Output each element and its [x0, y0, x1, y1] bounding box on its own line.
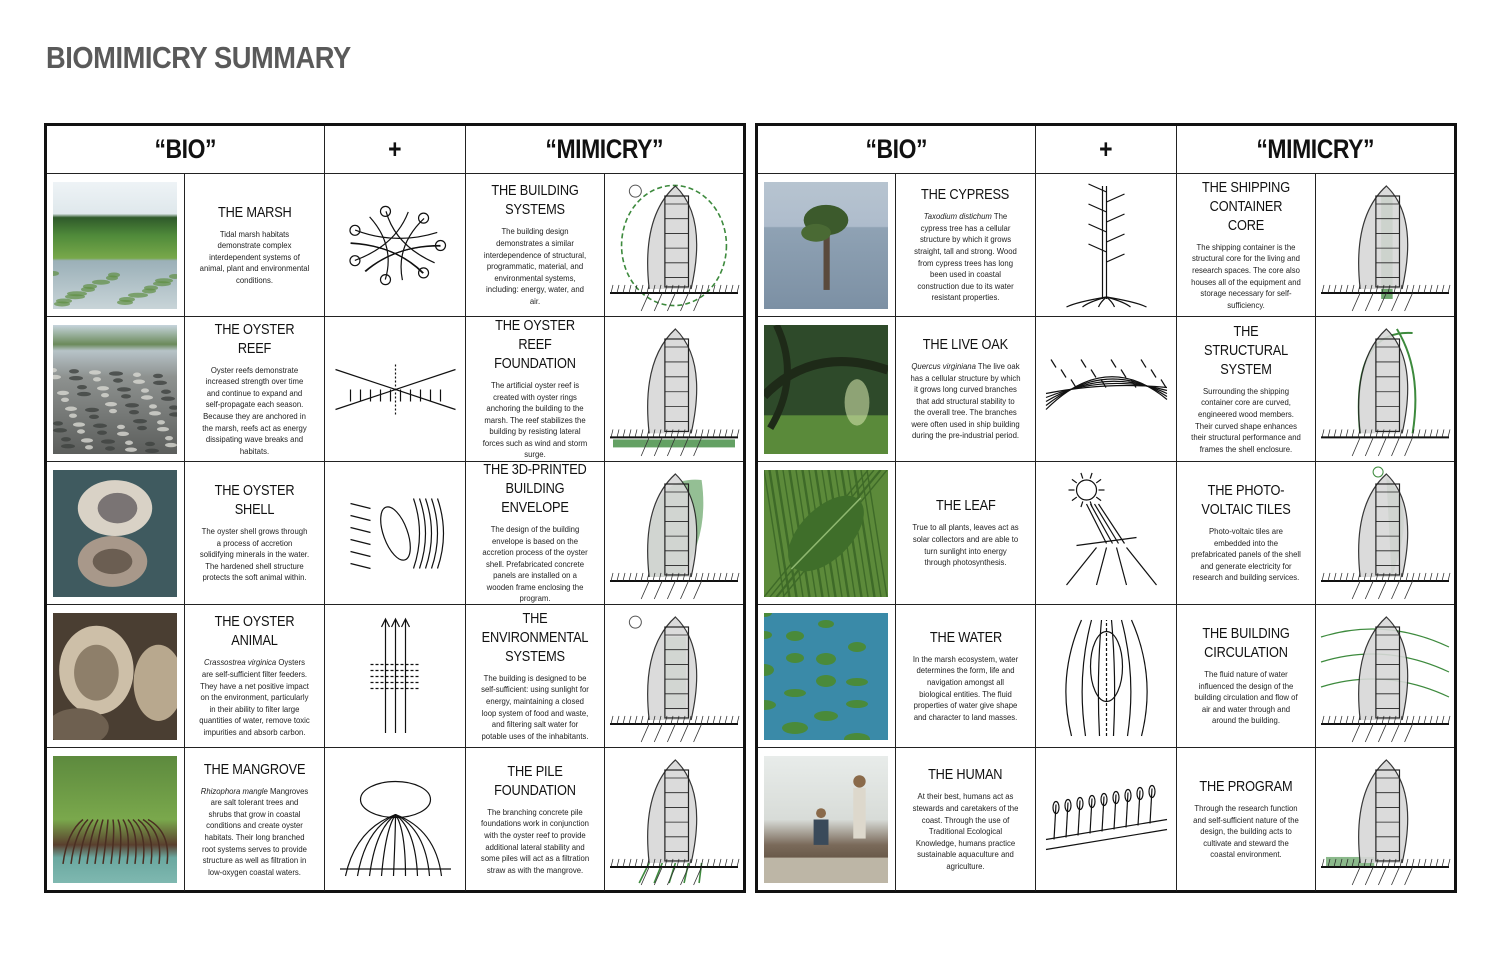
header-mimicry	[466, 126, 743, 174]
bio-text: In the marsh ecosystem, water determines the form, life and navigation amongst all biological entities. The fluid properties of water give shape and character to land masses.	[912, 653, 1019, 722]
header-mimicry-label: “MIMICRY”	[545, 134, 664, 164]
live-oak-sketch	[1036, 317, 1177, 461]
bio-description	[199, 365, 310, 458]
marsh-sketch	[325, 174, 466, 316]
header-bio	[758, 126, 1036, 174]
bio-text: The cypress tree has a cellular structure by which it grows straight, tall and strong. Wood from cypress trees has long been used in coastal construction due to its water resistant properties.	[914, 211, 1017, 303]
scientific-name: Quercus virginiana	[911, 360, 976, 371]
mimicry-text: The shipping container is the structural core for the living and research spaces. The core also houses all of the equipment and storage necessary for self-sufficiency.	[1191, 241, 1301, 310]
marsh-photo	[53, 182, 177, 309]
table-row	[47, 317, 743, 462]
mimicry-title: THE ENVIRONMENTAL SYSTEMS	[481, 610, 589, 665]
bio-text: At their best, humans act as stewards and caretakers of the coast. Through the use of Traditional Ecological Knowledge, humans practice sustainable aquaculture and agriculture.	[912, 791, 1019, 871]
oyster-shell-sketch	[325, 462, 466, 604]
mimicry-text: Surrounding the shipping container core are curved, engineered wood members. Their curved shape enhances their structural performance and frames the shell enclosure.	[1191, 385, 1301, 454]
table-row	[47, 748, 743, 891]
mimicry-text: The fluid nature of water influenced the design of the building circulation and flow of air and water through and around the building.	[1194, 669, 1298, 726]
header-bio-label: “BIO”	[154, 134, 217, 164]
bio-description	[199, 786, 310, 879]
oyster-animal-photo	[53, 613, 177, 740]
cypress-sketch	[1036, 174, 1177, 316]
header-plus	[325, 126, 466, 174]
oyster-reef-building-diagram	[605, 317, 743, 461]
bio-description	[910, 791, 1021, 872]
cypress-photo	[764, 182, 888, 309]
scientific-name: Crassostrea virginica	[203, 657, 277, 668]
header-plus	[1036, 126, 1177, 174]
mimicry-text: The design of the building envelope is based on the accretion process of the oyster shell. Prefabricated concrete panels are installed on a wooden frame enclosing the program.	[482, 523, 588, 604]
table-row	[758, 462, 1454, 605]
bio-text: Oyster reefs demonstrate increased strength over time and continue to expand and self-propagate each season. Because they are anchored in the marsh, reefs act as energy dissipating wave breaks and habitats.	[202, 364, 307, 456]
live-oak-photo	[764, 325, 888, 454]
mimicry-text: The building design demonstrates a similar interdependence of structural, programmatic, material, and environmental systems, including: energy, water, and air.	[483, 226, 587, 306]
bio-text: True to all plants, leaves act as solar collectors and are able to turn sunlight into energy through photosynthesis.	[912, 522, 1019, 568]
mimicry-title: THE BUILDING SYSTEMS	[491, 183, 579, 219]
bio-description	[910, 654, 1021, 724]
bio-title: THE OYSTER SHELL	[214, 483, 295, 519]
oyster-reef-sketch	[325, 317, 466, 461]
bio-text: Oysters are self-sufficient filter feeders. They have a net positive impact on the environment, particularly in their ability to filter large quantities of water, remove toxic impurities and absorb carbon.	[199, 657, 310, 737]
oyster-animal-sketch	[325, 605, 466, 747]
mimicry-title: THE PHOTO-VOLTAIC TILES	[1201, 483, 1291, 519]
header-mimicry	[1177, 126, 1454, 174]
bio-text: Mangroves are salt tolerant trees and shrubs that grow in coastal conditions and create oyster habitats. Their long branched root systems serves to provide structure as well as filtration in low-oxygen coastal waters.	[202, 785, 309, 877]
oyster-animal-building-diagram	[605, 605, 743, 747]
live-oak-building-diagram	[1316, 317, 1454, 461]
bio-title: THE MANGROVE	[203, 761, 306, 778]
bio-title: THE LIVE OAK	[922, 336, 1009, 353]
mimicry-title: THE OYSTER REEF FOUNDATION	[494, 317, 576, 372]
header-bio-label: “BIO”	[865, 134, 928, 164]
bio-description	[199, 657, 310, 738]
leaf-building-diagram	[1316, 462, 1454, 604]
bio-title: THE WATER	[929, 629, 1002, 646]
mangrove-building-diagram	[605, 748, 743, 891]
bio-description	[199, 526, 310, 584]
bio-text: Tidal marsh habitats demonstrate complex interdependent systems of animal, plant and environmental conditions.	[199, 228, 310, 285]
header-bio	[47, 126, 325, 174]
left-table	[44, 123, 746, 893]
bio-title: THE OYSTER ANIMAL	[214, 614, 295, 650]
mimicry-text: The artificial oyster reef is created with oyster rings anchoring the building to the marsh. The reef stabilizes the building by resisting lateral forces such as wind and storm surge.	[482, 379, 588, 460]
mangrove-photo	[53, 756, 177, 883]
oyster-shell-photo	[53, 470, 177, 597]
human-photo	[764, 756, 888, 883]
table-row	[758, 317, 1454, 462]
leaf-photo	[764, 470, 888, 597]
mimicry-title: THE PROGRAM	[1199, 779, 1293, 796]
header-plus-label: +	[388, 134, 402, 164]
right-table	[755, 123, 1457, 893]
scientific-name: Taxodium distichum	[923, 211, 992, 222]
water-photo	[764, 613, 888, 740]
page-title: BIOMIMICRY SUMMARY	[46, 40, 351, 75]
oyster-shell-building-diagram	[605, 462, 743, 604]
bio-title: THE OYSTER REEF	[214, 321, 295, 357]
human-building-diagram	[1316, 748, 1454, 891]
header-mimicry-label: “MIMICRY”	[1256, 134, 1375, 164]
mimicry-title: THE SHIPPING CONTAINER CORE	[1202, 179, 1290, 234]
bio-description	[910, 211, 1021, 304]
mimicry-title: THE BUILDING CIRCULATION	[1202, 626, 1290, 662]
table-row	[758, 748, 1454, 891]
mimicry-text: The building is designed to be self-sufficient: using sunlight for energy, maintaining a closed loop system of food and waste, and filtering salt water for potable uses of the inhabitants.	[481, 672, 589, 741]
mimicry-title: THE 3D-PRINTED BUILDING ENVELOPE	[483, 462, 587, 516]
header-plus-label: +	[1099, 134, 1113, 164]
water-building-diagram	[1316, 605, 1454, 747]
oyster-reef-photo	[53, 325, 177, 454]
leaf-sketch	[1036, 462, 1177, 604]
marsh-building-diagram	[605, 174, 743, 316]
table-row	[47, 174, 743, 317]
bio-description	[910, 361, 1021, 442]
bio-title: THE HUMAN	[928, 767, 1003, 784]
bio-title: THE CYPRESS	[921, 187, 1010, 204]
table-row	[758, 605, 1454, 748]
table-row	[47, 605, 743, 748]
water-sketch	[1036, 605, 1177, 747]
bio-title: THE LEAF	[935, 498, 996, 515]
mangrove-sketch	[325, 748, 466, 891]
scientific-name: Rhizophora mangle	[200, 785, 268, 796]
bio-description	[199, 229, 310, 287]
mimicry-text: The branching concrete pile foundations work in conjunction with the oyster reef to provide additional lateral stability and some piles will act as a filtration straw as with the mangrove.	[480, 806, 590, 875]
table-row	[47, 462, 743, 605]
mimicry-title: THE STRUCTURAL SYSTEM	[1203, 323, 1289, 378]
mimicry-text: Photo-voltaic tiles are embedded into the prefabricated panels of the shell and generate electricity for research and building services.	[1191, 526, 1301, 583]
cypress-building-diagram	[1316, 174, 1454, 316]
mimicry-title: THE PILE FOUNDATION	[494, 763, 576, 799]
bio-text: The live oak has a cellular structure by which it grows long curved branches that add structural stability to the overall tree. The branches were often used in ship building during the pre-industrial period.	[910, 360, 1021, 441]
bio-text: The oyster shell grows through a process of accretion solidifying minerals in the water. The hardened shell structure protects the soft animal within.	[199, 526, 310, 583]
human-sketch	[1036, 748, 1177, 891]
mimicry-text: Through the research function and self-sufficient nature of the design, the building acts to cultivate and steward the coastal environment.	[1193, 803, 1299, 860]
bio-description	[910, 522, 1021, 568]
bio-title: THE MARSH	[217, 204, 292, 221]
table-row	[758, 174, 1454, 317]
